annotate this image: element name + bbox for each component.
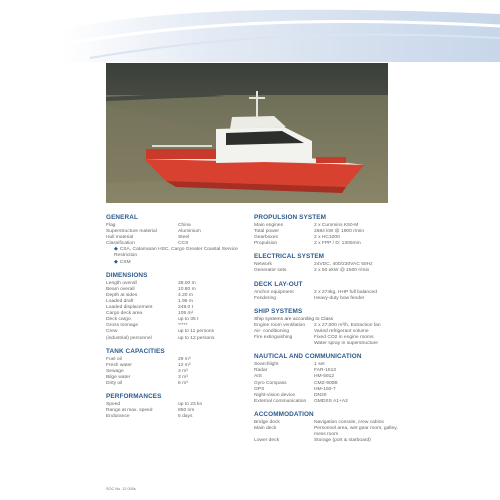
class-note: ◆ CSA, Catamaran HSC, Cargo Greater Coastal Service Restriction [114, 247, 239, 259]
spec-row: Loaded draft 1.95 m [106, 298, 193, 304]
spec-row: Gyro Compass CMZ-900B [254, 380, 338, 386]
spec-row: Flag China [106, 223, 191, 228]
electrical-list [254, 262, 400, 274]
spec-row: (industrial) personnel up to 12 persons [106, 335, 215, 341]
propulsion-list [254, 223, 400, 247]
ship-systems-intro: Ship systems are according to Class [254, 316, 334, 322]
bullet-icon: ◆ [114, 259, 118, 265]
spec-row: Network 24VDC, 400/230VAC 50Hz [254, 262, 373, 268]
spec-row: Lower deck Storage (port & starboard) [254, 438, 371, 444]
spec-row: Cargo deck area 105 m² [106, 311, 194, 317]
nautical-heading: NAUTICAL AND COMMUNICATION [254, 353, 362, 361]
propulsion-heading: PROPULSION SYSTEM [254, 214, 327, 221]
footer-note: SOC No. 12 000s [106, 487, 136, 491]
left-column [106, 214, 254, 420]
class-note: ◆ CSM [114, 259, 131, 265]
spec-row: Total power 2684 kW @ 1900 r/min [254, 229, 365, 235]
spec-row: Bridge deck Navigation console, crew cabins [254, 419, 384, 425]
ship-systems-list [254, 317, 400, 347]
spec-row: AIS HM-5912 [254, 374, 335, 380]
general-list [106, 223, 254, 266]
right-column [254, 214, 400, 444]
spec-row: Anchor equipment 2 x 274kg, HHP full balanced [254, 289, 377, 295]
spec-row: Length overall 38.00 m [106, 280, 196, 286]
spec-row: Endurance 5 days [106, 414, 193, 420]
spec-row: Loaded displacement 248.0 t [106, 305, 193, 311]
deck-layout-heading: DECK LAY-OUT [254, 280, 303, 288]
tank-capacities-heading: TANK CAPACITIES [106, 347, 165, 355]
spec-row: Propulsion 2 x FPP / D: 1300mm [254, 241, 361, 247]
header-wave-graphic [0, 0, 500, 62]
vessel-photo [106, 63, 388, 203]
spec-row: Speed up to 23 kn [106, 402, 203, 408]
spec-row: Fuel oil 29 m³ [106, 356, 191, 362]
spec-row: GPS HM-150-7 [254, 386, 336, 392]
spec-row: Night-vision device DN20 [254, 392, 327, 398]
spec-row: External communication GMDSS A1+A2 [254, 398, 348, 404]
spec-row: Beam overall 10.80 m [106, 286, 196, 292]
spec-row: Fendering Heavy-duty bow fender [254, 295, 365, 301]
spec-row: Range at max. speed 850 nm [106, 408, 195, 414]
dimensions-list [106, 281, 254, 342]
spec-row: Gearboxes 2 x HC1000 [254, 235, 340, 241]
spec-row: Generator sets 2 x 50 ekW @ 1500 r/min [254, 268, 370, 274]
spec-row: Deck cargo up to 35 t [106, 317, 199, 323]
spec-row: Water spray in superstructure [314, 341, 378, 347]
bullet-icon: ◆ [114, 247, 118, 253]
electrical-heading: ELECTRICAL SYSTEM [254, 253, 325, 261]
spec-row: Main deck Personnel area, wet gear room, galley, mess room [254, 425, 398, 438]
spec-row: Hull material Steel [106, 235, 190, 241]
dimensions-heading: DIMENSIONS [106, 271, 148, 279]
deck-list [254, 290, 400, 302]
spec-row: Air- conditioning Varied refrigerant volume [254, 328, 369, 334]
spec-row: Radar FAR-1513 [254, 368, 337, 374]
spec-row: Dirty oil 6 m³ [106, 380, 188, 386]
accommodation-heading: ACCOMMODATION [254, 410, 314, 418]
spec-row: Depth at sides 4.20 m [106, 292, 193, 298]
spec-row: Main engines 2 x Cummins K50-M [254, 223, 359, 228]
spec-row: Crew up to 11 persons [106, 329, 215, 335]
spec-row: Classification CCS [106, 241, 189, 247]
tank-list [106, 357, 254, 387]
spec-row: Bilge water 3 m³ [106, 374, 188, 380]
ship-systems-heading: SHIP SYSTEMS [254, 307, 303, 315]
spec-row: Superstructure material Aluminium [106, 229, 201, 235]
spec-row: Sewage 3 m³ [106, 368, 188, 374]
spec-row: Fresh water 12 m³ [106, 362, 191, 368]
spec-row: Searchlight 1 set [254, 362, 325, 368]
performance-list [106, 402, 254, 420]
spec-row: Fire extinguishing Fixed CO2 in engine rooms [254, 335, 374, 341]
accommodation-list [254, 420, 400, 444]
nautical-list [254, 362, 400, 405]
spec-row: Gross tonnage ***** [106, 323, 188, 329]
performances-heading: PERFORMANCES [106, 393, 162, 401]
general-heading: GENERAL [106, 214, 138, 221]
spec-row: Engine room ventilation 2 x 27,000 m³/h, Extraction fan [254, 322, 381, 328]
